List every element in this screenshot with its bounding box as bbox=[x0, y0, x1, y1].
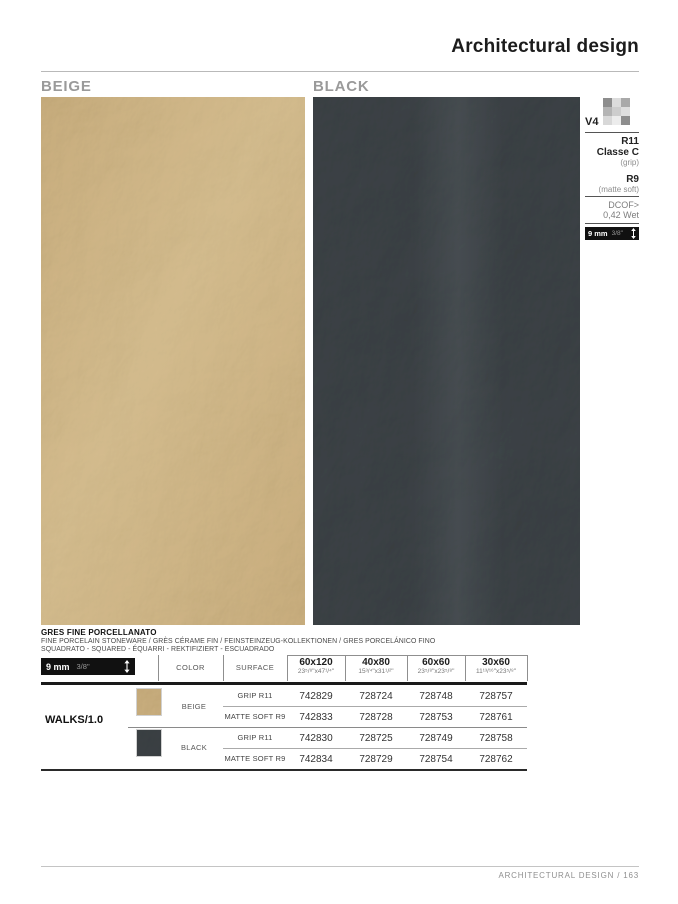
slip-class: Classe C bbox=[596, 147, 639, 158]
color-name: BLACK bbox=[180, 743, 208, 752]
product-code: 742829 bbox=[299, 691, 333, 702]
product-code: 728762 bbox=[479, 754, 513, 765]
shade-cell bbox=[603, 98, 612, 107]
double-arrow-icon bbox=[124, 660, 130, 673]
shade-variation-block bbox=[585, 98, 639, 126]
surface-name: MATTE SOFT R9 bbox=[224, 712, 286, 721]
table-bottom-rule bbox=[41, 769, 527, 771]
r9-rating: R9 bbox=[626, 174, 639, 185]
shade-cell bbox=[621, 107, 630, 116]
product-code: 728724 bbox=[359, 691, 393, 702]
shade-cell bbox=[603, 107, 612, 116]
row-divider bbox=[223, 748, 527, 749]
thickness-mm: 9 mm bbox=[588, 229, 608, 238]
slip-note: (grip) bbox=[620, 158, 639, 167]
material-finish: SQUADRATO - SQUARED - ÉQUARRI - REKTIFIZIERT - ESCUADRADO bbox=[41, 646, 275, 653]
size-inch: 23⁵/⁸"x47¹/⁴" bbox=[297, 668, 335, 675]
header-separator bbox=[527, 655, 528, 681]
beige-tile-image bbox=[41, 97, 305, 625]
size-cm: 60x120 bbox=[299, 657, 333, 668]
material-title: GRES FINE PORCELLANATO bbox=[41, 628, 157, 637]
surface-name: MATTE SOFT R9 bbox=[224, 754, 286, 763]
dcof-label: DCOF> bbox=[608, 200, 639, 210]
surface-name: GRIP R11 bbox=[237, 733, 273, 742]
shade-cell bbox=[612, 98, 621, 107]
size-column-header bbox=[407, 657, 465, 676]
size-cm: 30x60 bbox=[482, 657, 510, 668]
size-cm: 60x60 bbox=[422, 657, 450, 668]
thickness-inch: 3/8" bbox=[611, 230, 623, 237]
double-arrow-icon bbox=[631, 228, 636, 239]
black-tile-image bbox=[313, 97, 580, 625]
product-code: 728725 bbox=[359, 733, 393, 744]
black-swatch bbox=[137, 730, 161, 756]
group-divider bbox=[128, 727, 527, 728]
product-code: 728728 bbox=[359, 712, 393, 723]
shade-cell bbox=[603, 116, 612, 125]
color-column-header: COLOR bbox=[176, 663, 205, 672]
shade-variation-icon bbox=[603, 98, 630, 125]
slip-rating bbox=[585, 136, 639, 158]
table-header-rule bbox=[41, 682, 527, 685]
size-column-header bbox=[287, 657, 345, 676]
spec-divider bbox=[585, 223, 639, 224]
product-code: 742833 bbox=[299, 712, 333, 723]
header-divider bbox=[41, 71, 639, 72]
shade-cell bbox=[621, 98, 630, 107]
shade-cell bbox=[612, 107, 621, 116]
r9-note: (matte soft) bbox=[598, 185, 639, 194]
size-inch: 15³/⁴"x31¹/²" bbox=[358, 668, 394, 675]
thickness-inch: 3/8" bbox=[76, 662, 90, 671]
product-code: 742834 bbox=[299, 754, 333, 765]
product-code: 728748 bbox=[419, 691, 453, 702]
product-code: 728757 bbox=[479, 691, 513, 702]
material-translations: FINE PORCELAIN STONEWARE / GRÈS CÉRAME FIN / FEINSTEINZEUG-KOLLEKTIONEN / GRES PORCELÁNICO FINO bbox=[41, 638, 436, 645]
size-inch: 11¹³/¹⁶"x23⁵/⁸" bbox=[475, 668, 517, 675]
shade-cell bbox=[612, 116, 621, 125]
spec-divider bbox=[585, 132, 639, 133]
size-header-topline bbox=[287, 655, 527, 656]
color-name: BEIGE bbox=[181, 702, 207, 711]
product-code: 728729 bbox=[359, 754, 393, 765]
shade-variation-label: V4 bbox=[585, 116, 599, 128]
footer-page-label: ARCHITECTURAL DESIGN / 163 bbox=[498, 871, 639, 880]
spec-divider bbox=[585, 196, 639, 197]
series-name: WALKS/1.0 bbox=[45, 714, 104, 726]
size-cm: 40x80 bbox=[362, 657, 390, 668]
row-divider bbox=[223, 706, 527, 707]
product-code: 742830 bbox=[299, 733, 333, 744]
product-code: 728749 bbox=[419, 733, 453, 744]
product-code: 728753 bbox=[419, 712, 453, 723]
product-code: 728761 bbox=[479, 712, 513, 723]
product-code: 728754 bbox=[419, 754, 453, 765]
slip-rating-value: R11 bbox=[621, 136, 639, 147]
size-column-header bbox=[465, 657, 527, 676]
beige-swatch bbox=[137, 689, 161, 715]
surface-name: GRIP R11 bbox=[237, 691, 273, 700]
table-thickness-badge bbox=[41, 658, 135, 675]
shade-cell bbox=[621, 116, 630, 125]
dcof-value: 0,42 Wet bbox=[603, 210, 639, 220]
thickness-badge bbox=[585, 227, 639, 240]
product-code: 728758 bbox=[479, 733, 513, 744]
surface-column-header: SURFACE bbox=[235, 663, 275, 672]
footer-divider bbox=[41, 866, 639, 867]
page-title: Architectural design bbox=[451, 36, 639, 57]
black-tile-label: BLACK bbox=[313, 78, 370, 95]
size-inch: 23⁵/⁸"x23⁵/⁸" bbox=[417, 668, 455, 675]
thickness-mm: 9 mm bbox=[46, 661, 70, 672]
size-column-header bbox=[345, 657, 407, 676]
beige-tile-label: BEIGE bbox=[41, 78, 92, 95]
